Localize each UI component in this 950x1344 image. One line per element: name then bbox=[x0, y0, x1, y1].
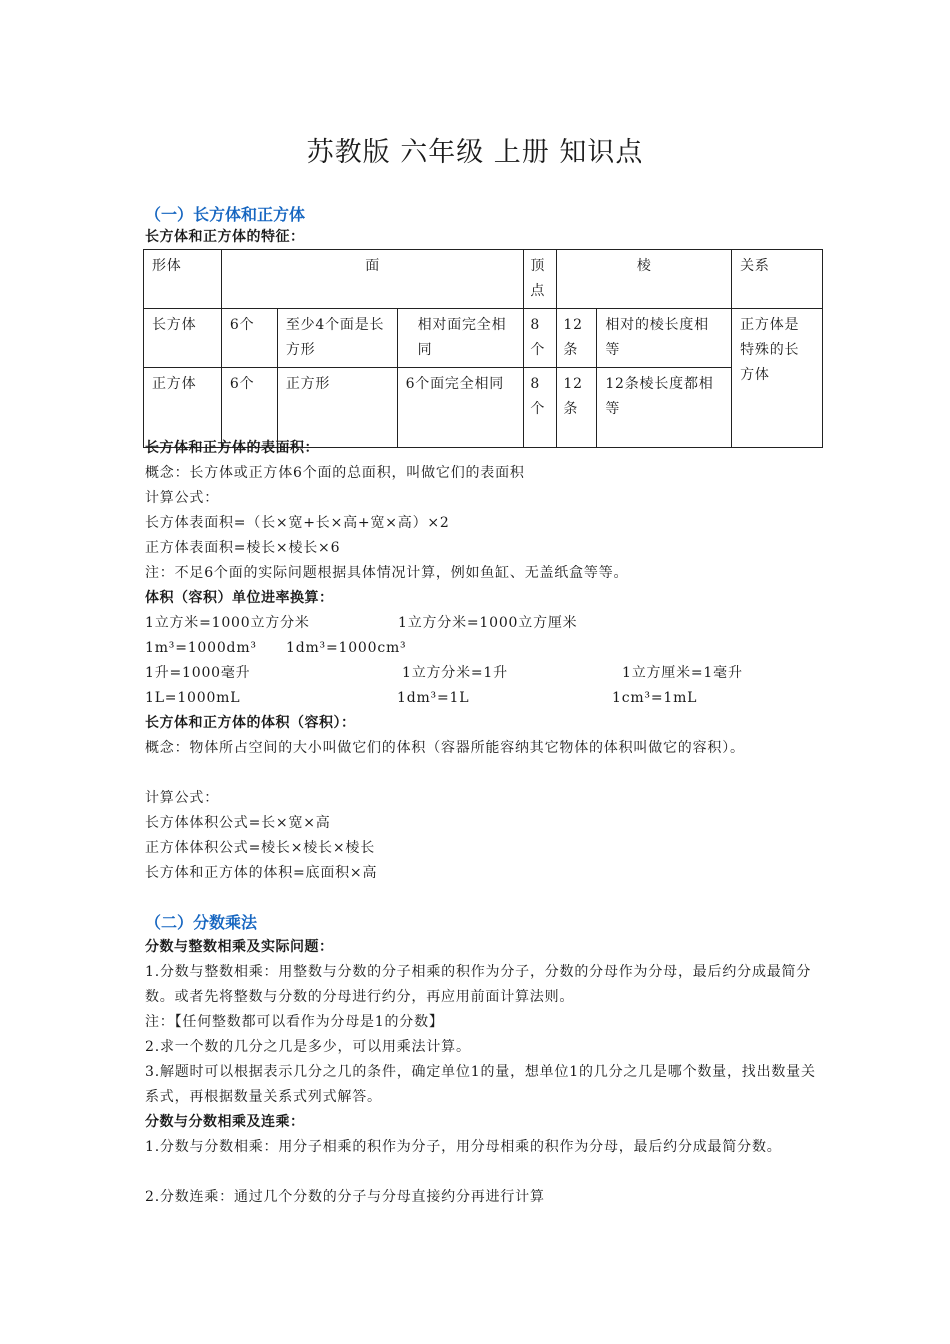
surface-formula-cube: 正方体表面积=棱长×棱长×6 bbox=[145, 540, 341, 556]
unit-conversion: 1立方分米=1000立方厘米 bbox=[398, 615, 578, 631]
unit-conversion: 1立方厘米=1毫升 bbox=[622, 665, 743, 681]
surface-formula-label: 计算公式： bbox=[145, 490, 219, 506]
section-heading-fraction: （二）分数乘法 bbox=[145, 913, 258, 932]
paragraph: 1.分数与整数相乘：用整数与分数的分子相乘的积作为分子，分数的分母作为分母，最后约分成最简分数。或者先将整数与分数的分母进行约分，再应用前面计算法则。 bbox=[145, 964, 812, 1005]
page-title: 苏教版 六年级 上册 知识点 bbox=[306, 137, 644, 168]
table-header-cell: 形体 bbox=[144, 250, 222, 309]
unit-conversion: 1dm³=1L bbox=[397, 690, 470, 706]
surface-note: 注：不足6个面的实际问题根据具体情况计算，例如鱼缸、无盖纸盒等等。 bbox=[145, 565, 629, 581]
table-cell-edge-desc: 相对的棱长度相等 bbox=[597, 309, 732, 368]
fraction-fraction-heading: 分数与分数相乘及连乘： bbox=[145, 1114, 305, 1130]
table-header-cell: 关系 bbox=[732, 250, 823, 309]
table-cell-face-relation: 6个面完全相同 bbox=[397, 368, 524, 448]
volume-formula-cube: 正方体体积公式=棱长×棱长×棱长 bbox=[145, 840, 375, 856]
table-header-cell: 面 bbox=[221, 250, 524, 309]
unit-conversion: 1cm³=1mL bbox=[612, 690, 698, 706]
unit-conversion: 1立方米=1000立方分米 bbox=[145, 615, 310, 631]
table-cell-edge-count: 12条 bbox=[557, 368, 597, 448]
note: 注：【任何整数都可以看作为分母是1的分数】 bbox=[145, 1014, 444, 1030]
unit-conversion: 1L=1000mL bbox=[145, 690, 241, 706]
volume-concept: 概念：物体所占空间的大小叫做它们的体积（容器所能容纳其它物体的体积叫做它的容积）。 bbox=[145, 740, 745, 756]
volume-formula-cuboid: 长方体体积公式=长×宽×高 bbox=[145, 815, 331, 831]
table-cell-vertex: 8个 bbox=[524, 309, 557, 368]
paragraph: 3.解题时可以根据表示几分之几的条件，确定单位1的量，想单位1的几分之几是哪个数量，找出数量关系式，再根据数量关系式列式解答。 bbox=[145, 1064, 816, 1105]
table-header-row bbox=[144, 250, 823, 309]
table-cell-face-desc: 至少4个面是长方形 bbox=[277, 309, 397, 368]
table-header-cell: 顶点 bbox=[524, 250, 557, 309]
table-cell-edge-count: 12条 bbox=[557, 309, 597, 368]
surface-formula-cuboid: 长方体表面积=（长×宽+长×高+宽×高）×2 bbox=[145, 515, 450, 531]
surface-heading: 长方体和正方体的表面积： bbox=[145, 440, 319, 456]
fraction-integer-heading: 分数与整数相乘及实际问题： bbox=[145, 939, 334, 955]
table-cell-vertex: 8个 bbox=[524, 368, 557, 448]
table-cell-face-count: 6个 bbox=[221, 368, 277, 448]
paragraph: 2.求一个数的几分之几是多少，可以用乘法计算。 bbox=[145, 1039, 471, 1055]
table-cell-shape: 长方体 bbox=[144, 309, 222, 368]
features-table bbox=[143, 249, 823, 448]
volume-formula-base: 长方体和正方体的体积=底面积×高 bbox=[145, 865, 378, 881]
table-cell-shape: 正方体 bbox=[144, 368, 222, 448]
paragraph: 1.分数与分数相乘：用分子相乘的积作为分子，用分母相乘的积作为分母，最后约分成最简分数。 bbox=[145, 1139, 782, 1155]
table-cell-relation: 正方体是特殊的长方体 bbox=[732, 309, 823, 448]
table-row bbox=[144, 309, 823, 368]
table-cell-face-desc: 正方形 bbox=[277, 368, 397, 448]
table-cell-face-relation: 相对面完全相同 bbox=[397, 309, 524, 368]
table-header-cell: 棱 bbox=[557, 250, 732, 309]
unit-conversion: 1m³=1000dm³ bbox=[145, 640, 257, 656]
unit-conversion: 1升=1000毫升 bbox=[145, 665, 251, 681]
volume-formula-label: 计算公式： bbox=[145, 790, 219, 806]
table-cell-face-count: 6个 bbox=[221, 309, 277, 368]
table-cell-edge-desc: 12条棱长度都相等 bbox=[597, 368, 732, 448]
units-heading: 体积（容积）单位进率换算： bbox=[145, 590, 334, 606]
volume-heading: 长方体和正方体的体积（容积）： bbox=[145, 715, 356, 731]
unit-conversion: 1立方分米=1升 bbox=[402, 665, 508, 681]
surface-concept: 概念：长方体或正方体6个面的总面积，叫做它们的表面积 bbox=[145, 465, 525, 481]
paragraph: 2.分数连乘：通过几个分数的分子与分母直接约分再进行计算 bbox=[145, 1189, 545, 1205]
section-heading-cuboid: （一）长方体和正方体 bbox=[145, 205, 306, 224]
features-heading: 长方体和正方体的特征： bbox=[145, 229, 305, 245]
unit-conversion: 1dm³=1000cm³ bbox=[286, 640, 407, 656]
